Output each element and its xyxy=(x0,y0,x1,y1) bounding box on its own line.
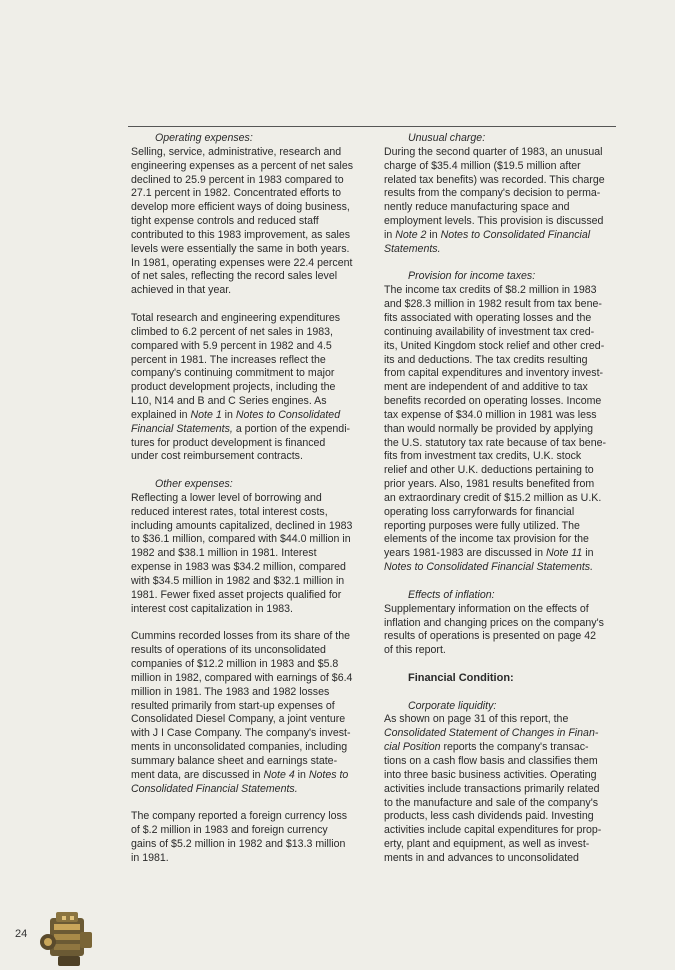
text-run: in xyxy=(426,228,441,241)
text-run: in xyxy=(582,547,594,560)
text-line: including amounts capitalized, declined in 1983 xyxy=(131,519,353,532)
text-line: the U.S. statutory tax rate because of tax bene- xyxy=(384,436,607,449)
text-line: Supplementary information on the effects of xyxy=(384,602,589,615)
text-run: reports the company's transac- xyxy=(440,741,589,754)
text-line: results from the company's decision to perma- xyxy=(384,187,601,200)
text-line: ment are independent of and additive to tax xyxy=(384,381,588,394)
statement-reference: cial Position xyxy=(384,741,441,754)
text-line: of this report. xyxy=(384,644,446,657)
text-line: to $36.1 million, compared with $44.0 million in xyxy=(131,533,351,546)
text-line: companies of $12.2 million in 1983 and $5.8 xyxy=(131,658,339,671)
text-line: ments in unconsolidated companies, including xyxy=(131,741,348,754)
paragraph-corporate-liquidity xyxy=(384,713,618,865)
text-line xyxy=(384,561,618,575)
text-line: reporting purposes were fully utilized. The xyxy=(384,519,580,532)
engine-icon xyxy=(38,908,100,970)
text-run: in xyxy=(294,768,309,781)
text-line: 1982 and $38.1 million in 1981. Interest xyxy=(131,547,317,560)
text-line: levels were essentially the same in both years. xyxy=(131,242,350,255)
text-line: products, less cash dividends paid. Investing xyxy=(384,810,594,823)
paragraph-unconsolidated-companies xyxy=(131,630,365,796)
text-line: L10, N14 and B and C Series engines. As xyxy=(131,395,327,408)
text-line: interest cost capitalization in 1983. xyxy=(131,602,293,615)
paragraph-provision-income-taxes xyxy=(384,284,618,575)
text-line: fits associated with operating losses and the xyxy=(384,311,592,324)
text-line: nently reduce manufacturing space and xyxy=(384,201,570,214)
text-line: resulted primarily from start-up expenses of xyxy=(131,699,335,712)
text-run: years 1981-1983 are discussed in xyxy=(384,547,546,560)
text-line: operating loss carryforwards for financial xyxy=(384,505,575,518)
text-line xyxy=(384,741,618,755)
right-column xyxy=(384,132,618,866)
text-line: tax expense of $34.0 million in 1981 was less xyxy=(384,408,597,421)
text-line: achieved in that year. xyxy=(131,284,232,297)
text-line: Cummins recorded losses from its share of the xyxy=(131,630,351,643)
text-line: compared with 5.9 percent in 1982 and 4.5 xyxy=(131,339,332,352)
text-line: tight expense controls and reduced staff xyxy=(131,215,319,228)
text-line: benefits recorded on operating losses. Income xyxy=(384,395,602,408)
text-line: an extraordinary credit of $15.2 million as U.K. xyxy=(384,491,602,504)
page-number: 24 xyxy=(15,928,28,940)
text-line: continuing availability of investment tax cred- xyxy=(384,325,595,338)
text-line: fits from investment tax credits, U.K. stock xyxy=(384,450,582,463)
heading-provision-income-taxes: Provision for income taxes: xyxy=(408,270,536,283)
text-line: In 1981, operating expenses were 22.4 percent xyxy=(131,256,353,269)
text-line: results of operations is presented on page 42 xyxy=(384,630,597,643)
paragraph-foreign-currency xyxy=(131,810,365,865)
text-line: The income tax credits of $8.2 million in 1983 xyxy=(384,284,597,297)
text-line: related tax benefits) was recorded. This charge xyxy=(384,173,605,186)
text-run: in xyxy=(384,228,396,241)
text-line: employment levels. This provision is discussed xyxy=(384,215,604,228)
text-run: a portion of the expendi- xyxy=(232,422,351,435)
text-line: climbed to 6.2 percent of net sales in 1983, xyxy=(131,325,333,338)
text-line: of $.2 million in 1983 and foreign currency xyxy=(131,824,328,837)
text-line: Selling, service, administrative, research and xyxy=(131,145,342,158)
text-line xyxy=(131,783,365,797)
text-line: summary balance sheet and earnings state- xyxy=(131,754,338,767)
text-line xyxy=(131,409,365,423)
text-line: prior years. Also, 1981 results benefited from xyxy=(384,478,595,491)
text-line: under cost reimbursement contracts. xyxy=(131,450,303,463)
heading-effects-of-inflation: Effects of inflation: xyxy=(408,588,495,601)
paragraph-effects-of-inflation xyxy=(384,603,618,658)
heading-unusual-charge: Unusual charge: xyxy=(408,132,486,144)
note-reference: Note 2 xyxy=(395,228,427,241)
section-heading-financial-condition: Financial Condition: xyxy=(408,671,514,684)
text-line: gains of $5.2 million in 1982 and $13.3 million xyxy=(131,838,346,851)
statement-reference: Consolidated Statement of Changes in Finan- xyxy=(384,727,599,740)
text-line: inflation and changing prices on the company's xyxy=(384,616,604,629)
text-line: in 1981. xyxy=(131,851,169,864)
text-line: company's continuing commitment to major xyxy=(131,367,335,380)
text-line xyxy=(131,423,365,437)
notes-reference: Consolidated Financial Statements. xyxy=(131,782,298,795)
notes-reference: Notes to xyxy=(308,768,349,781)
heading-other-expenses: Other expenses: xyxy=(155,478,233,491)
text-line: Consolidated Diesel Company, a joint venture xyxy=(131,713,346,726)
text-line: with J I Case Company. The company's invest- xyxy=(131,727,351,740)
text-line: reduced interest rates, total interest costs, xyxy=(131,505,328,518)
note-reference: Note 11 xyxy=(545,547,583,560)
notes-reference: Notes to Consolidated Financial xyxy=(440,228,591,241)
notes-reference: Financial Statements, xyxy=(131,422,233,435)
text-line: results of operations of its unconsolidated xyxy=(131,644,326,657)
text-line: declined to 25.9 percent in 1983 compared to xyxy=(131,173,344,186)
text-line: develop more efficient ways of doing business, xyxy=(131,201,350,214)
text-line: During the second quarter of 1983, an unusual xyxy=(384,145,603,158)
text-line: contributed to this 1983 improvement, as sales xyxy=(131,228,351,241)
text-line: The company reported a foreign currency loss xyxy=(131,810,348,823)
text-line: activities include capital expenditures for prop- xyxy=(384,824,602,837)
text-line: Reflecting a lower level of borrowing and xyxy=(131,491,322,504)
note-reference: Note 4 xyxy=(263,768,295,781)
text-line xyxy=(384,727,618,741)
text-line: activities include transactions primarily related xyxy=(384,782,600,795)
notes-reference: Notes to Consolidated Financial Statements. xyxy=(384,561,594,574)
text-line: engineering expenses as a percent of net sales xyxy=(131,159,354,172)
note-reference: Note 1 xyxy=(190,408,222,421)
text-line: of net sales, reflecting the record sales level xyxy=(131,270,338,283)
header-rule xyxy=(128,126,616,127)
notes-reference: Notes to Consolidated xyxy=(235,408,341,421)
text-line xyxy=(384,229,618,243)
text-line: million in 1982, compared with earnings of $6.4 xyxy=(131,671,353,684)
text-line: Total research and engineering expenditures xyxy=(131,311,341,324)
text-line: with $34.5 million in 1982 and $32.1 million in xyxy=(131,575,345,587)
text-line: tures for product development is financed xyxy=(131,436,326,449)
text-line: from capital expenditures and inventory invest- xyxy=(384,367,604,380)
text-line: its and deductions. The tax credits resulting xyxy=(384,353,588,366)
text-run: in xyxy=(221,408,236,421)
text-run: explained in xyxy=(131,408,191,421)
paragraph-operating-expenses xyxy=(131,146,365,298)
text-line: relief and other U.K. deductions pertaining to xyxy=(384,464,594,477)
text-line: erty, plant and equipment, as well as invest- xyxy=(384,838,590,851)
text-line: 1981. Fewer fixed asset projects qualified for xyxy=(131,588,342,601)
text-line: its, United Kingdom stock relief and other cred- xyxy=(384,339,605,352)
text-line: percent in 1981. The increases reflect the xyxy=(131,353,326,366)
paragraph-research-engineering xyxy=(131,312,365,464)
text-line: than would normally be provided by applying xyxy=(384,422,594,435)
left-column xyxy=(131,132,365,866)
text-line xyxy=(384,243,618,257)
paragraph-other-expenses xyxy=(131,492,365,617)
heading-operating-expenses: Operating expenses: xyxy=(155,132,253,144)
text-line: million in 1981. The 1983 and 1982 losses xyxy=(131,685,330,698)
heading-corporate-liquidity: Corporate liquidity: xyxy=(408,699,497,712)
text-line: As shown on page 31 of this report, the xyxy=(384,713,569,726)
text-line: into three basic business activities. Operating xyxy=(384,768,597,781)
text-line: expense in 1983 was $34.2 million, compared xyxy=(131,561,346,574)
text-line: product development projects, including the xyxy=(131,381,336,394)
text-line xyxy=(131,769,365,783)
text-line: charge of $35.4 million ($19.5 million after xyxy=(384,159,581,172)
text-line: 27.1 percent in 1982. Concentrated efforts to xyxy=(131,187,342,200)
text-run: ment data, are discussed in xyxy=(131,768,264,781)
text-line: and $28.3 million in 1982 result from tax bene- xyxy=(384,298,602,311)
paragraph-unusual-charge xyxy=(384,146,618,257)
text-line xyxy=(384,547,618,561)
text-line: elements of the income tax provision for the xyxy=(384,533,589,546)
text-line: to the manufacture and sale of the company's xyxy=(384,796,599,809)
text-line: tions on a cash flow basis and classifies them xyxy=(384,754,598,767)
notes-reference: Statements. xyxy=(384,242,441,255)
text-line: ments in and advances to unconsolidated xyxy=(384,851,579,864)
